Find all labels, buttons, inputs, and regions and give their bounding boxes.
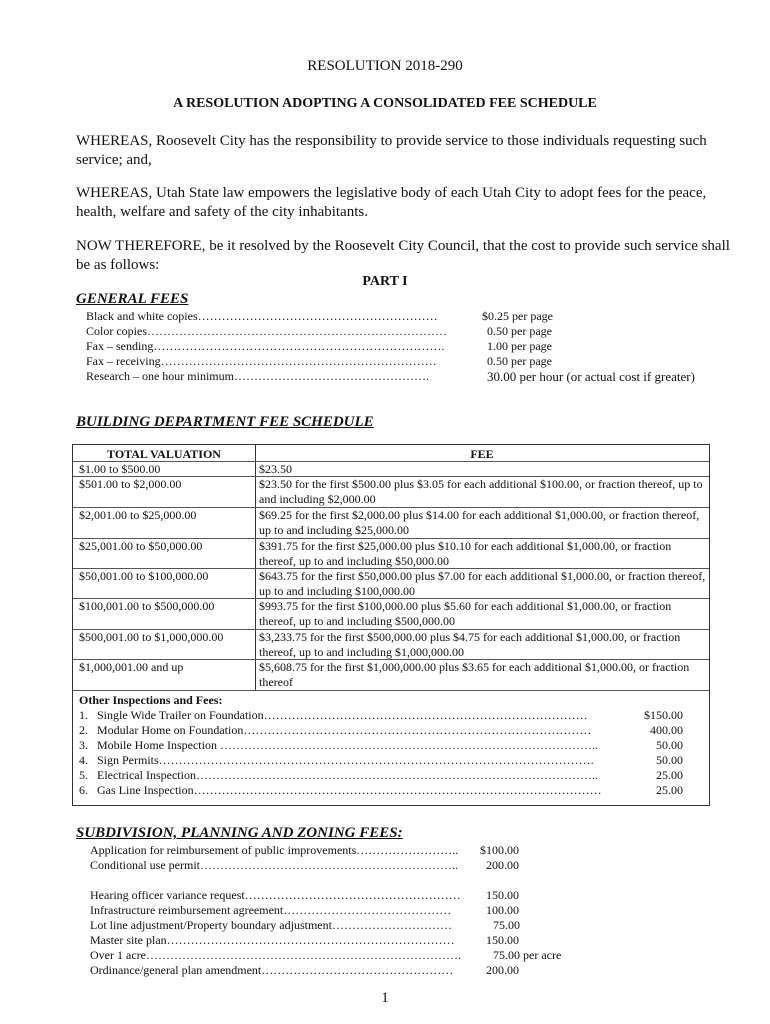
general-fee-amount: 1.00 per page [487, 339, 552, 353]
subdivision-fee-row [90, 963, 540, 978]
valuation-cell: $50,001.00 to $100,000.00 [79, 569, 209, 583]
general-fee-label: Fax – sending………………………………………………………………. [86, 339, 445, 353]
fee-cell: $3,233.75 for the first $500,000.00 plus $4.75 for each additional $1,000.00, or fraction thereof, up to and including $1,000,000.00 [259, 630, 681, 659]
subdivision-fee-label: Master site plan……………………………………………………………… [90, 933, 455, 947]
general-fee-row [86, 369, 746, 384]
other-inspections-heading: Other Inspections and Fees: [79, 693, 223, 707]
subdivision-fee-row [90, 903, 540, 918]
inspection-amount: $150.00 [644, 708, 683, 722]
whereas-paragraph-2: WHEREAS, Utah State law empowers the legislative body of each Utah City to adopt fees for the peace, health, welfare and safety of the city inhabitants. [76, 185, 707, 220]
inspection-number: 1. [79, 708, 88, 722]
general-fee-row [86, 339, 746, 354]
valuation-column-header: TOTAL VALUATION [107, 447, 221, 461]
subdivision-fee-label: Lot line adjustment/Property boundary adjustment………………………… [90, 918, 452, 932]
valuation-cell: $25,001.00 to $50,000.00 [79, 539, 203, 553]
inspection-label: Mobile Home Inspection ………………………………………………………………………………….. [97, 738, 598, 752]
valuation-cell: $100,001.00 to $500,000.00 [79, 599, 215, 613]
subdivision-fee-amount: 150.00 [486, 933, 519, 947]
inspection-amount: 400.00 [650, 723, 683, 737]
valuation-cell: $1.00 to $500.00 [79, 462, 161, 476]
inspection-row [79, 783, 683, 798]
subdivision-fee-label: Over 1 acre……………………………………………………………………. [90, 948, 461, 962]
subdivision-fee-amount: $100.00 [480, 843, 519, 857]
resolution-title: A RESOLUTION ADOPTING A CONSOLIDATED FEE SCHEDULE [173, 96, 597, 111]
general-fee-row [86, 309, 746, 324]
general-fee-amount: 30.00 per hour (or actual cost if greater) [487, 369, 695, 384]
subdivision-fee-label: Conditional use permit……………………………………………………….. [90, 858, 458, 872]
general-fee-label: Research – one hour minimum…………………………………………. [86, 369, 429, 383]
inspection-label: Gas Line Inspection………………………………………………………………………………………… [97, 783, 602, 797]
subdivision-fees-heading: SUBDIVISION, PLANNING AND ZONING FEES: [76, 825, 403, 841]
subdivision-fee-row [90, 888, 540, 903]
subdivision-fee-amount: 100.00 [486, 903, 519, 917]
general-fee-label: Fax – receiving…………………………………………………………… [86, 354, 437, 368]
general-fee-label: Black and white copies…………………………………………………… [86, 309, 438, 323]
inspection-amount: 50.00 [656, 753, 683, 767]
subdivision-fee-row [90, 918, 540, 933]
inspection-number: 6. [79, 783, 88, 797]
building-fee-table [72, 444, 710, 806]
fee-cell: $391.75 for the first $25,000.00 plus $10.10 for each additional $1,000.00, or fraction thereof, up to and including $50,000.00 [259, 539, 672, 568]
fee-cell: $23.50 [259, 462, 292, 476]
page-number: 1 [381, 990, 389, 1006]
valuation-cell: $500,001.00 to $1,000,000.00 [79, 630, 224, 644]
inspection-amount: 25.00 [656, 783, 683, 797]
general-fee-amount: 0.50 per page [487, 324, 552, 338]
subdivision-fee-label: Application for reimbursement of public improvements…………………….. [90, 843, 459, 857]
inspection-row [79, 753, 683, 768]
building-fee-heading: BUILDING DEPARTMENT FEE SCHEDULE [76, 414, 374, 430]
general-fee-amount: 0.50 per page [487, 354, 552, 368]
subdivision-fee-label: Hearing officer variance request……………………………………………… [90, 888, 461, 902]
inspection-row [79, 768, 683, 783]
inspection-label: Modular Home on Foundation…………………………………………………………………………… [97, 723, 592, 737]
fee-cell: $643.75 for the first $50,000.00 plus $7.00 for each additional $1,000.00, or fraction thereof, up to and including $100,000.00 [259, 569, 706, 598]
valuation-cell: $1,000,001.00 and up [79, 660, 184, 674]
fee-cell: $69.25 for the first $2,000.00 plus $14.00 for each additional $1,000.00, or fraction thereof, up to and including $25,000.00 [259, 508, 700, 537]
general-fees-heading: GENERAL FEES [76, 291, 189, 307]
subdivision-fee-amount: 75.00 [493, 918, 520, 932]
subdivision-fee-amount: 200.00 [486, 858, 519, 872]
inspection-number: 3. [79, 738, 88, 752]
inspection-row [79, 738, 683, 753]
valuation-cell: $2,001.00 to $25,000.00 [79, 508, 197, 522]
inspection-row [79, 723, 683, 738]
fee-column-header: FEE [470, 447, 494, 461]
general-fee-amount: $0.25 per page [482, 309, 553, 323]
resolution-number: RESOLUTION 2018-290 [307, 58, 463, 74]
inspection-row [79, 708, 683, 723]
now-therefore-paragraph: NOW THEREFORE, be it resolved by the Roosevelt City Council, that the cost to provide such service shall be as follows: [76, 238, 730, 273]
subdivision-fee-label: Ordinance/general plan amendment………………………………………… [90, 963, 454, 977]
fee-cell: $5,608.75 for the first $1,000,000.00 plus $3.65 for each additional $1,000.00, or fraction thereof [259, 660, 690, 689]
inspection-label: Single Wide Trailer on Foundation……………………………………………………………………… [97, 708, 588, 722]
subdivision-fee-row [90, 948, 562, 963]
whereas-paragraph-1: WHEREAS, Roosevelt City has the responsibility to provide service to those individuals requesting such service; and, [76, 133, 707, 168]
subdivision-fee-amount: 200.00 [486, 963, 519, 977]
general-fee-label: Color copies………………………………………………………………… [86, 324, 447, 338]
inspection-label: Sign Permits………………………………………………………………………………………………. [97, 753, 594, 767]
subdivision-fee-row [90, 933, 540, 948]
subdivision-fee-row [90, 843, 540, 858]
valuation-cell: $501.00 to $2,000.00 [79, 477, 182, 491]
subdivision-fee-amount: 150.00 [486, 888, 519, 902]
inspection-amount: 50.00 [656, 738, 683, 752]
inspection-label: Electrical Inspection……………………………………………………………………………………….. [97, 768, 598, 782]
inspection-number: 2. [79, 723, 88, 737]
subdivision-fee-amount: 75.00 per acre [493, 948, 562, 962]
inspection-amount: 25.00 [656, 768, 683, 782]
part-heading: PART I [362, 274, 408, 289]
subdivision-fee-row [90, 858, 540, 873]
row-divider [73, 690, 709, 691]
general-fee-row [86, 354, 746, 369]
general-fee-row [86, 324, 746, 339]
subdivision-fee-label: Infrastructure reimbursement agreement…………………………………… [90, 903, 452, 917]
inspection-number: 4. [79, 753, 88, 767]
fee-cell: $23.50 for the first $500.00 plus $3.05 for each additional $100.00, or fraction thereof, up to and including $2,000.00 [259, 477, 703, 506]
inspection-number: 5. [79, 768, 88, 782]
fee-cell: $993.75 for the first $100,000.00 plus $5.60 for each additional $1,000.00, or fraction thereof, up to and including $500,000.00 [259, 599, 672, 628]
